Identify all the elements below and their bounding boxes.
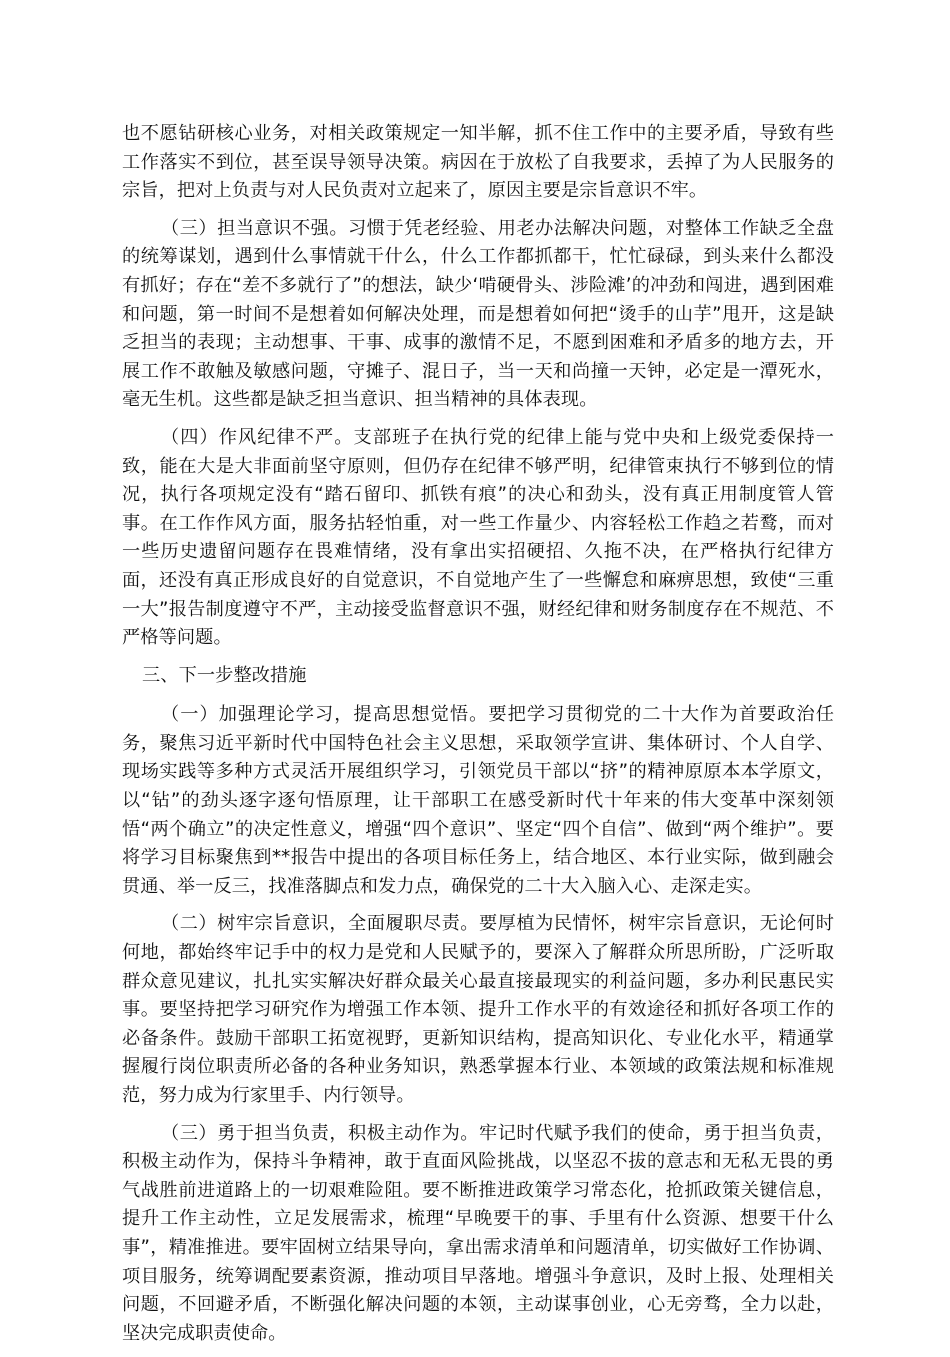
paragraph-continuation: 也不愿钻研核心业务，对相关政策规定一知半解，抓不住工作中的主要矛盾，导致有些工作落实不到位，甚至误导领导决策。病因在于放松了自我要求，丢掉了为人民服务的宗旨，把对上负责与对人民负责对立起来了，原因主要是宗旨意识不牢。 [122,123,834,202]
paragraph-purpose-awareness: （二）树牢宗旨意识，全面履职尽责。要厚植为民情怀，树牢宗旨意识，无论何时何地，都始终牢记手中的权力是党和人民赋予的，要深入了解群众所思所盼，广泛听取群众意见建议，扎扎实实解决好群众最关心最直接最现实的利益问题，多办利民惠民实事。要坚持把学习研究作为增强工作本领、提升工作水平的有效途径和抓好各项工作的必备条件。鼓励干部职工拓宽视野，更新知识结构，提高知识化、专业化水平，精通掌握履行岗位职责所必备的各种业务知识，熟悉掌握本行业、本领域的政策法规和标准规范，努力成为行家里手、内行领导。 [122,913,834,1106]
paragraph-take-responsibility: （三）勇于担当负责，积极主动作为。牢记时代赋予我们的使命，勇于担当负责，积极主动作为，保持斗争精神，敢于直面风险挑战，以坚忍不拔的意志和无私无畏的勇气战胜前进道路上的一切艰难险阻。要不断推进政策学习常态化，抢抓政策关键信息，提升工作主动性，立足发展需求，梳理“早晚要干的事、手里有什么资源、想要干什么事”，精准推进。要牢固树立结果导向，拿出需求清单和问题清单，切实做好工作协调、项目服务，统筹调配要素资源，推动项目早落地。增强斗争意识，及时上报、处理相关问题，不回避矛盾，不断强化解决问题的本领，主动谋事创业，心无旁骛，全力以赴，坚决完成职责使命。 [122,1122,834,1344]
paragraph-responsibility-awareness: （三）担当意识不强。习惯于凭老经验、用老办法解决问题，对整体工作缺乏全盘的统筹谋划，遇到什么事情就干什么，什么工作都抓都干，忙忙碌碌，到头来什么都没有抓好；存在“差不多就行了”的想法，缺少‘啃硬骨头、涉险滩’的冲劲和闯进，遇到困难和问题，第一时间不是想着如何解决处理，而是想着如何把“烫手的山芋”甩开，这是缺乏担当的表现；主动想事、干事、成事的激情不足，不愿到困难和矛盾多的地方去，开展工作不敢触及敏感问题，守摊子、混日子，当一天和尚撞一天钟，必定是一潭死水，毫无生机。这些都是缺乏担当意识、担当精神的具体表现。 [122,217,834,411]
section-heading-rectification: 三、下一步整改措施 [142,664,307,686]
paragraph-discipline: （四）作风纪律不严。支部班子在执行党的纪律上能与党中央和上级党委保持一致，能在大是大非面前坚守原则，但仍存在纪律不够严明，纪律管束执行不够到位的情况，执行各项规定没有“踏石留印、抓铁有痕”的决心和劲头，没有真正用制度管人管事。在工作作风方面，服务拈轻怕重，对一些工作量少、内容轻松工作趋之若鹜，而对一些历史遗留问题存在畏难情绪，没有拿出实招硬招、久拖不决，在严格执行纪律方面，还没有真正形成良好的自觉意识，不自觉地产生了一些懈怠和麻痹思想，致使“三重一大”报告制度遵守不严，主动接受监督意识不强，财经纪律和财务制度存在不规范、不严格等问题。 [122,426,834,649]
paragraph-theory-study: （一）加强理论学习，提高思想觉悟。要把学习贯彻党的二十大作为首要政治任务，聚焦习近平新时代中国特色社会主义思想，采取领学宣讲、集体研讨、个人自学、现场实践等多种方式灵活开展组织学习，引领党员干部以“挤”的精神原原本本学原文，以“钻”的劲头逐字逐句悟原理，让干部职工在感受新时代十年来的伟大变革中深刻领悟“两个确立”的决定性意义，增强“四个意识”、坚定“四个自信”、做到“两个维护”。要将学习目标聚焦到**报告中提出的各项目标任务上，结合地区、本行业实际，做到融会贯通、举一反三，找准落脚点和发力点，确保党的二十大入脑入心、走深走实。 [122,704,834,897]
document-body [122,120,834,1357]
